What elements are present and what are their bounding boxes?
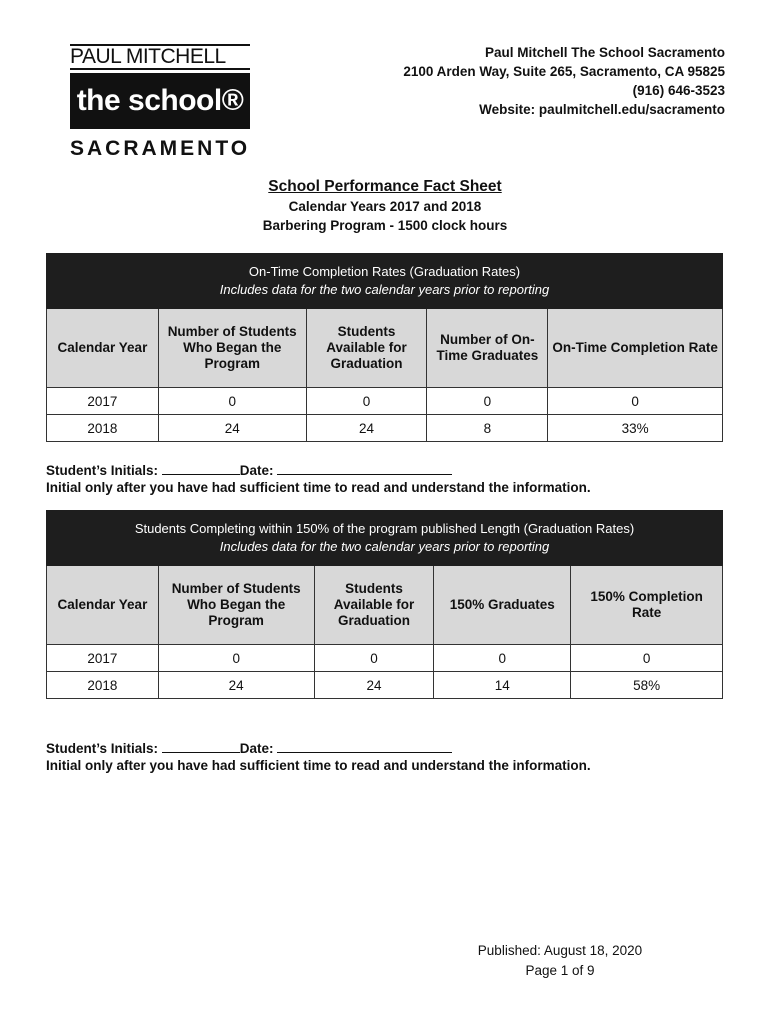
initials-line[interactable] <box>162 740 240 753</box>
column-header: Number of Students Who Began the Program <box>158 566 314 645</box>
school-street: 2100 Arden Way, Suite 265, Sacramento, CA 95825 <box>403 64 725 79</box>
school-phone: (916) 646-3523 <box>632 83 725 98</box>
initials-label: Student’s Initials: <box>46 463 159 478</box>
table-cell: 24 <box>158 415 306 442</box>
table-cell: 0 <box>306 388 427 415</box>
column-header: Number of Students Who Began the Program <box>158 309 306 388</box>
date-line[interactable] <box>277 462 452 475</box>
initials-line[interactable] <box>162 462 240 475</box>
table-title: Students Completing within 150% of the program published Length (Graduation Rates) <box>134 521 635 536</box>
page-subtitle-years: Calendar Years 2017 and 2018 <box>288 199 482 214</box>
table-cell: 2018 <box>47 672 159 699</box>
published-date: Published: August 18, 2020 <box>477 943 643 958</box>
logo-brand: PAUL MITCHELL <box>70 44 250 70</box>
table-cell: 24 <box>314 672 434 699</box>
table-cell: 14 <box>434 672 571 699</box>
page-number: Page 1 of 9 <box>525 963 595 978</box>
table-cell: 0 <box>427 388 548 415</box>
school-address-block <box>403 43 725 119</box>
table-subtitle: Includes data for the two calendar years prior to reporting <box>219 282 550 297</box>
initials-block <box>46 740 591 774</box>
initials-block <box>46 462 591 496</box>
column-header: Number of On-Time Graduates <box>427 309 548 388</box>
column-header: Students Available for Graduation <box>306 309 427 388</box>
table-row <box>47 388 723 415</box>
table-cell: 2017 <box>47 645 159 672</box>
date-label: Date: <box>239 741 274 756</box>
table-cell: 24 <box>306 415 427 442</box>
on-time-completion-table <box>46 253 723 442</box>
column-header: Calendar Year <box>47 566 159 645</box>
column-header: On-Time Completion Rate <box>548 309 723 388</box>
table-row <box>47 672 723 699</box>
table-row <box>47 415 723 442</box>
table-cell: 0 <box>434 645 571 672</box>
initials-note: Initial only after you have had sufficient time to read and understand the information. <box>46 480 591 495</box>
column-header: Students Available for Graduation <box>314 566 434 645</box>
table-cell: 8 <box>427 415 548 442</box>
column-header: 150% Completion Rate <box>571 566 723 645</box>
table-cell: 0 <box>548 388 723 415</box>
table-cell: 2017 <box>47 388 159 415</box>
school-website: Website: paulmitchell.edu/sacramento <box>479 102 725 117</box>
logo-location: SACRAMENTO <box>70 137 251 160</box>
initials-note: Initial only after you have had sufficient time to read and understand the information. <box>46 758 591 773</box>
page-subtitle-program: Barbering Program - 1500 clock hours <box>262 218 508 233</box>
table-cell: 58% <box>571 672 723 699</box>
table-cell: 2018 <box>47 415 159 442</box>
table-cell: 33% <box>548 415 723 442</box>
table-subtitle: Includes data for the two calendar years prior to reporting <box>219 539 550 554</box>
table-cell: 24 <box>158 672 314 699</box>
logo-school-mark: the school® <box>70 73 250 129</box>
column-header-row <box>47 309 723 388</box>
column-header: 150% Graduates <box>434 566 571 645</box>
date-label: Date: <box>239 463 274 478</box>
school-logo <box>70 44 250 161</box>
table-cell: 0 <box>571 645 723 672</box>
completion-150-table <box>46 510 723 699</box>
date-line[interactable] <box>277 740 452 753</box>
table-cell: 0 <box>314 645 434 672</box>
table-header-banner <box>47 511 723 566</box>
page-title: School Performance Fact Sheet <box>268 178 502 195</box>
column-header-row <box>47 566 723 645</box>
table-cell: 0 <box>158 645 314 672</box>
table-cell: 0 <box>158 388 306 415</box>
document-header <box>0 177 770 235</box>
table-header-banner <box>47 254 723 309</box>
page-footer <box>470 941 650 981</box>
school-name: Paul Mitchell The School Sacramento <box>484 45 725 60</box>
initials-label: Student’s Initials: <box>46 741 159 756</box>
table-row <box>47 645 723 672</box>
column-header: Calendar Year <box>47 309 159 388</box>
table-title: On-Time Completion Rates (Graduation Rates) <box>248 264 521 279</box>
